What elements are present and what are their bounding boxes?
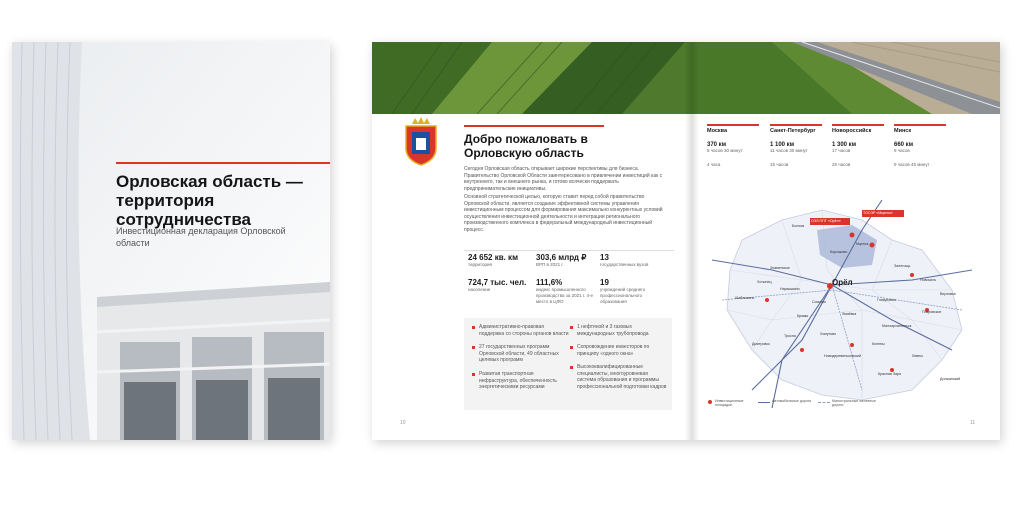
map-town: Глазуновка	[877, 298, 896, 302]
page-number: 11	[970, 420, 976, 426]
map-town: Малоархангельск	[882, 324, 912, 328]
distance-card-spb	[770, 128, 828, 167]
pin-icon	[708, 400, 712, 404]
map-town: Кромы	[797, 314, 809, 318]
stat-industrial-index	[536, 278, 598, 305]
card-accent-rule	[894, 124, 946, 126]
stat-label: ВРП в 2021 г.	[536, 262, 564, 267]
map-town: Хотынец	[757, 280, 772, 284]
drive-time: 11 часов 30 минут	[770, 148, 808, 153]
advantage-item: Административно-правовая поддержка со стороны органов власти	[479, 324, 569, 337]
divider	[464, 250, 674, 251]
map-town: Покровское	[922, 310, 942, 314]
map-town: Нарышкино	[780, 287, 800, 291]
map-main-city: Орёл	[832, 278, 853, 287]
brochure-cover	[12, 42, 330, 440]
city-name: Москва	[707, 128, 728, 134]
stat-value: 724,7 тыс. чел.	[468, 278, 527, 287]
stat-label: территория	[468, 262, 492, 267]
drive-time: 17 часов	[832, 148, 851, 153]
page-gutter	[685, 42, 699, 440]
bullet-icon	[570, 346, 573, 349]
rail-time: 25 часов	[832, 162, 851, 167]
stat-value: 111,6%	[536, 278, 563, 287]
map-town: Новосиль	[920, 278, 937, 282]
region-map	[712, 200, 972, 408]
bullet-icon	[570, 366, 573, 369]
stat-label: государственных вузов	[600, 262, 649, 267]
advantage-item: 27 государственных программ Орловской области, 49 областных целевых программ	[479, 344, 559, 363]
card-accent-rule	[707, 124, 759, 126]
map-town: Болхов	[792, 224, 805, 228]
rail-time: 9 часов 45 минут	[894, 162, 930, 167]
stat-label: учреждений среднего профессионального образования	[600, 287, 646, 304]
intro-paragraph-1: Сегодня Орловская область открывает широкие перспективы для бизнеса. Правительство Орловской Области заинтересовано в привлечении инвестиций как с внутреннего, так и внешнего рынка, и готово всячески поддержать предпринимательские инициативы.	[464, 166, 663, 192]
rail-line-icon	[818, 402, 830, 403]
page-title: Добро пожаловать в Орловскую область	[464, 132, 588, 160]
stat-label: население	[468, 287, 491, 292]
card-accent-rule	[770, 124, 822, 126]
stat-territory	[468, 253, 530, 268]
cover-accent-rule	[116, 162, 330, 164]
stat-value: 19	[600, 278, 609, 287]
rail-time: 15 часов	[770, 162, 789, 167]
title-accent-rule	[464, 125, 604, 127]
coat-of-arms-icon	[402, 116, 440, 166]
map-town: Змиёвка	[842, 312, 857, 316]
callout-oez: ОЭЗ ППТ «Орёл»	[811, 219, 841, 223]
page-number: 10	[400, 420, 406, 426]
advantage-item: Высококвалифицированные специалисты, многоуровневая система образования и программы профессиональной подготовки кадров	[577, 364, 667, 390]
stat-value: 303,6 млрд ₽	[536, 253, 587, 262]
brochure-spread	[372, 42, 1000, 440]
advantage-item: Сопровождение инвесторов по принципу «одного окна»	[577, 344, 650, 357]
stat-colleges	[600, 278, 666, 305]
cover-title: Орловская область — территория сотрудничества	[116, 172, 303, 229]
drive-time: 5 часов 30 минут	[707, 148, 743, 153]
map-town: Должанский	[940, 377, 961, 381]
map-town: Мценск	[856, 242, 869, 246]
city-name: Санкт-Петербург	[770, 128, 816, 134]
drive-time: 9 часов	[894, 148, 910, 153]
map-town: Тросна	[784, 334, 796, 338]
city-name: Минск	[894, 128, 912, 134]
distance-value: 1 300 км	[832, 142, 857, 148]
callout-toser: ТОСЭР «Мценск»	[863, 211, 893, 215]
map-town: Новодеревеньковский	[824, 354, 862, 358]
map-town: Шаблыкино	[735, 296, 755, 300]
distance-value: 370 км	[707, 142, 727, 148]
legend-label: Инвестиционные площадки	[715, 399, 744, 407]
stat-population	[468, 278, 530, 293]
map-town: Ливны	[912, 354, 923, 358]
map-town: Знаменское	[770, 266, 791, 270]
cover-subtitle: Инвестиционная декларация Орловской области	[116, 226, 286, 248]
stat-label: индекс промышленного производства за 2021 г. 4-е место в ЦФО	[536, 287, 593, 304]
map-town: Дмитровск	[752, 342, 770, 346]
distance-card-novorossiysk	[832, 128, 890, 167]
bullet-icon	[472, 326, 475, 329]
map-town: Верховье	[940, 292, 956, 296]
distance-card-minsk	[894, 128, 952, 167]
legend-label: Магистральные железные дороги	[832, 399, 876, 407]
map-town: Красная Заря	[878, 372, 901, 376]
advantage-item: Развитая транспортная инфраструктура, обеспеченность энергетическими ресурсами	[479, 371, 557, 390]
legend-label: Автомобильные дороги	[772, 399, 812, 403]
road-line-icon	[758, 402, 770, 403]
map-town: Сосково	[812, 300, 826, 304]
stat-universities	[600, 253, 666, 268]
intro-paragraph-2: Основной стратегической целью, которую ставит перед собой правительство Орловской области, является создание эффективной системы управления инвестиционным процессом для формирования максимально конкурентных условий осуществления инвестиционной деятельности и интеграции регионального производственного комплекса в федеральный международный инвестиционный процесс.	[464, 194, 663, 233]
advantage-item: 1 нефтяной и 3 газовых международных трубопровода	[577, 324, 649, 337]
bullet-icon	[570, 326, 573, 329]
stat-value: 24 652 кв. км	[468, 253, 518, 262]
stat-value: 13	[600, 253, 609, 262]
card-accent-rule	[832, 124, 884, 126]
bullet-icon	[472, 373, 475, 376]
map-town: Корсаково	[830, 250, 848, 254]
distance-card-moscow	[707, 128, 763, 167]
city-name: Новороссийск	[832, 128, 872, 134]
map-town: Колпны	[872, 342, 885, 346]
distance-value: 1 100 км	[770, 142, 795, 148]
rail-time: 4 часа	[707, 162, 721, 167]
distance-value: 660 км	[894, 142, 914, 148]
map-town: Залегощь	[894, 264, 911, 268]
stat-grp	[536, 253, 598, 268]
map-town: Хомутово	[820, 332, 837, 336]
bullet-icon	[472, 346, 475, 349]
